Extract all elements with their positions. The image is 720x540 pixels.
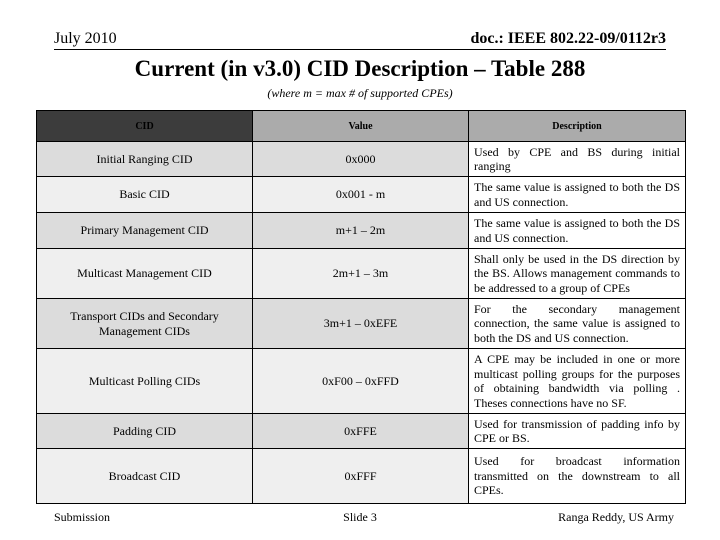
footer-slide-number: Slide 3 xyxy=(343,510,377,524)
header-divider xyxy=(54,49,666,50)
table-row xyxy=(37,177,686,213)
table-row xyxy=(37,449,686,504)
description-cell: For the secondary management connection, the same value is assigned to both the DS and US connection. xyxy=(469,299,686,349)
cid-cell: Broadcast CID xyxy=(37,449,253,504)
table-row xyxy=(37,299,686,349)
cid-cell: Padding CID xyxy=(37,414,253,449)
value-cell: 0xFFE xyxy=(253,414,469,449)
footer-author: Ranga Reddy, US Army xyxy=(558,510,674,524)
column-header-cid: CID xyxy=(37,111,253,142)
value-cell: 3m+1 – 0xEFE xyxy=(253,299,469,349)
footer-submission: Submission xyxy=(54,510,111,524)
value-cell: 0xF00 – 0xFFD xyxy=(253,349,469,414)
slide-subtitle: (where m = max # of supported CPEs) xyxy=(267,86,453,100)
value-cell: 0x001 - m xyxy=(253,177,469,213)
description-cell: Used for broadcast information transmitted on the downstream to all CPEs. xyxy=(469,449,686,504)
description-cell: Used by CPE and BS during initial ranging xyxy=(469,142,686,177)
cid-cell: Primary Management CID xyxy=(37,213,253,249)
description-cell: A CPE may be included in one or more multicast polling groups for the purposes of obtaining bandwidth via polling . Theses connections have no SF. xyxy=(469,349,686,414)
column-header-value: Value xyxy=(253,111,469,142)
value-cell: 0x000 xyxy=(253,142,469,177)
slide-title: Current (in v3.0) CID Description – Table 288 xyxy=(134,56,586,81)
cid-cell: Initial Ranging CID xyxy=(37,142,253,177)
table-row xyxy=(37,249,686,299)
description-cell: Used for transmission of padding info by CPE or BS. xyxy=(469,414,686,449)
cid-cell: Multicast Polling CIDs xyxy=(37,349,253,414)
description-cell: Shall only be used in the DS direction by the BS. Allows management commands to be addressed to a group of CPEs xyxy=(469,249,686,299)
description-cell: The same value is assigned to both the DS and US connection. xyxy=(469,213,686,249)
table-row xyxy=(37,142,686,177)
value-cell: m+1 – 2m xyxy=(253,213,469,249)
cid-cell: Transport CIDs and Secondary Management CIDs xyxy=(37,299,253,349)
cid-cell: Basic CID xyxy=(37,177,253,213)
cid-cell: Multicast Management CID xyxy=(37,249,253,299)
header-date: July 2010 xyxy=(54,30,117,47)
table-row xyxy=(37,414,686,449)
header-doc-id: doc.: IEEE 802.22-09/0112r3 xyxy=(470,30,666,47)
table-row xyxy=(37,349,686,414)
column-header-description: Description xyxy=(469,111,686,142)
cid-table xyxy=(36,110,686,504)
value-cell: 0xFFF xyxy=(253,449,469,504)
value-cell: 2m+1 – 3m xyxy=(253,249,469,299)
table-header-row xyxy=(37,111,686,142)
description-cell: The same value is assigned to both the DS and US connection. xyxy=(469,177,686,213)
table-row xyxy=(37,213,686,249)
